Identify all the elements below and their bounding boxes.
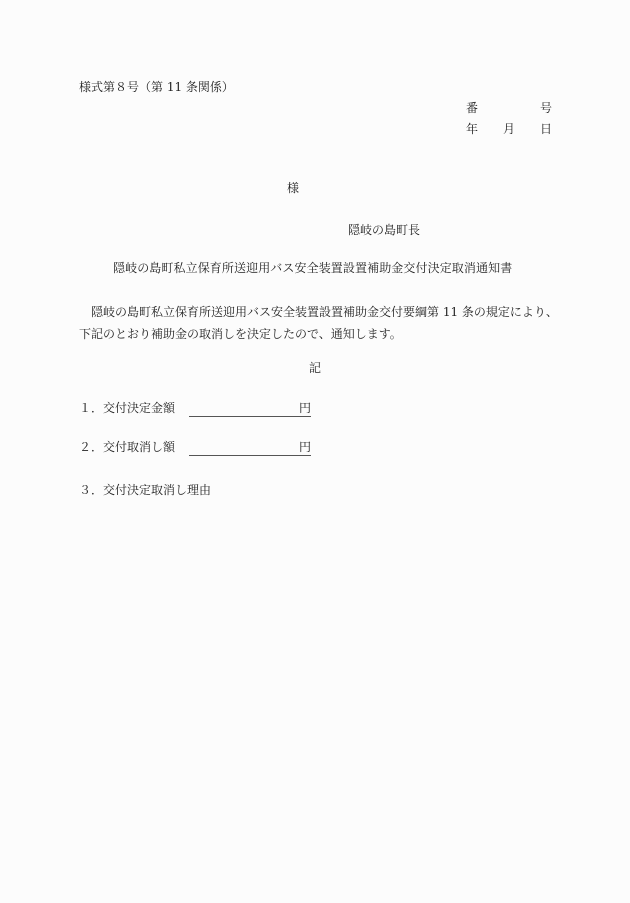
reference-ban: 番 <box>466 101 479 115</box>
amount-field[interactable] <box>189 402 311 417</box>
date-month: 月 <box>503 122 516 136</box>
yen-unit: 円 <box>298 401 311 415</box>
item-label: 交付決定取消し理由 <box>103 483 212 497</box>
body-line-1: 隠岐の島町私立保育所送迎用バス安全装置設置補助金交付要綱第 11 条の規定により、 <box>91 305 558 319</box>
item-grant-decision-amount <box>79 401 311 415</box>
item-number: ３． <box>79 483 104 497</box>
item-cancellation-amount <box>79 440 311 454</box>
form-number: 様式第８号（第 11 条関係） <box>79 80 234 94</box>
item-number: １． <box>79 401 104 415</box>
body-line-2: 下記のとおり補助金の取消しを決定したので、通知します。 <box>79 327 402 341</box>
body-text <box>79 301 558 345</box>
item-number: ２． <box>79 440 104 454</box>
amount-field[interactable] <box>189 441 311 456</box>
issuer: 隠岐の島町長 <box>348 223 421 237</box>
date-day: 日 <box>540 122 553 136</box>
document-title: 隠岐の島町私立保育所送迎用バス安全装置設置補助金交付決定取消通知書 <box>113 261 513 275</box>
ki-heading: 記 <box>309 361 322 375</box>
date-year: 年 <box>466 122 479 136</box>
yen-unit: 円 <box>298 440 311 454</box>
item-label: 交付決定金額 <box>103 401 176 415</box>
item-cancellation-reason <box>79 484 211 496</box>
addressee: 様 <box>287 181 300 195</box>
item-label: 交付取消し額 <box>103 440 176 454</box>
reference-go: 号 <box>540 101 553 115</box>
